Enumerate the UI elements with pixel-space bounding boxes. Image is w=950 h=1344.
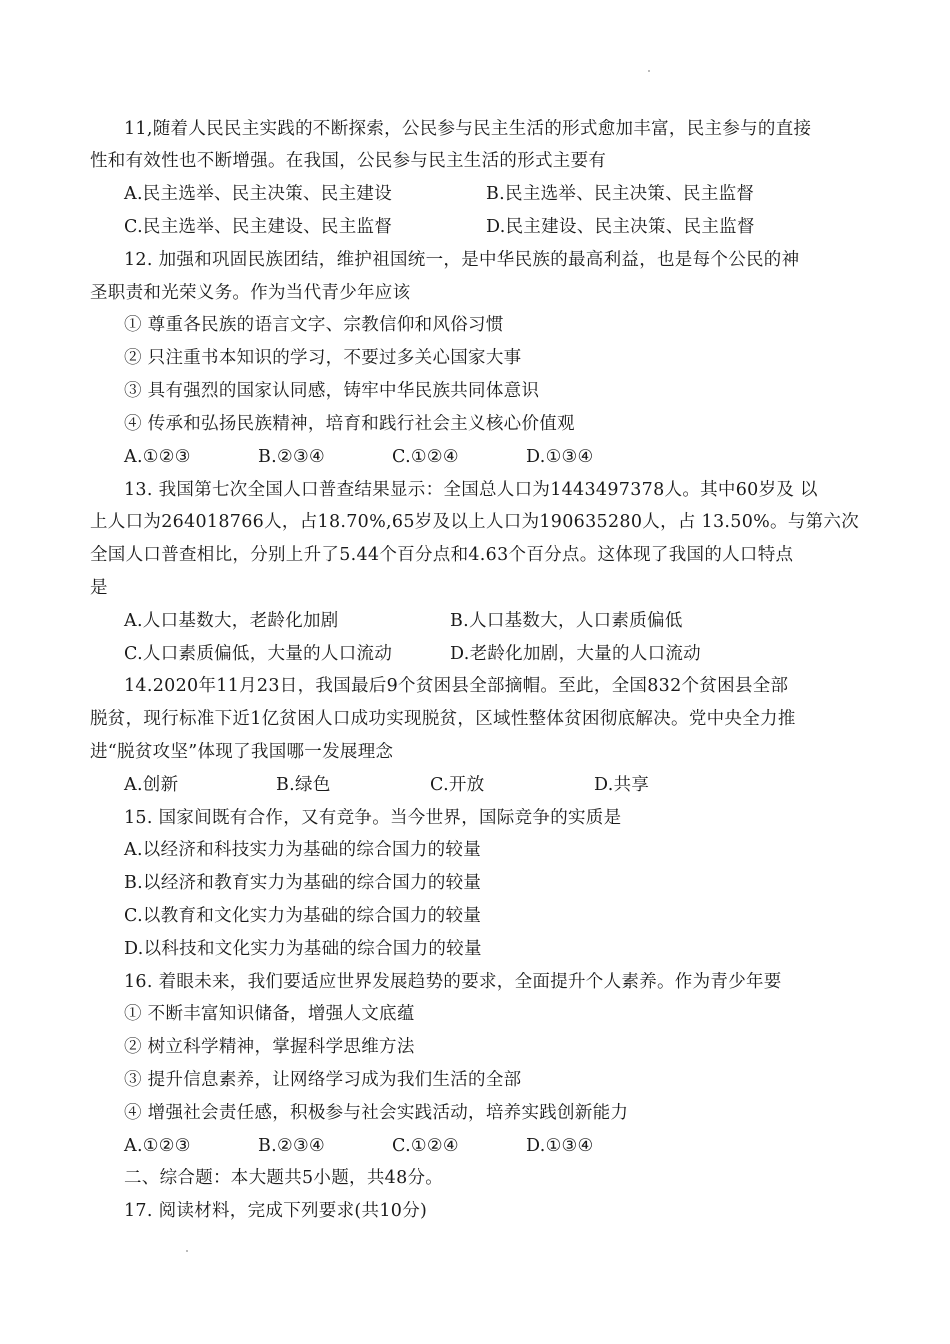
q13-option-a: A.人口基数大，老龄化加剧 [124,611,339,631]
q12-stem-line1: 12. 加强和巩固民族团结，维护祖国统一，是中华民族的最高利益，也是每个公民的神 [124,250,800,270]
q16-option-d: D.①③④ [526,1136,594,1156]
q12-option-a: A.①②③ [124,447,191,467]
q17-stem: 17. 阅读材料，完成下列要求(共10分) [124,1201,428,1221]
q14-option-b: B.绿色 [276,775,331,795]
section-two-heading: 二、综合题：本大题共5小题，共48分。 [124,1168,444,1188]
q13-option-c: C.人口素质偏低，大量的人口流动 [124,644,393,664]
q14-stem-line3: 进“脱贫攻坚”体现了我国哪一发展理念 [90,742,394,762]
q13-stem-line1: 13. 我国第七次全国人口普查结果显示：全国总人口为1443497378人。其中60岁及 以 [124,480,818,500]
q11-option-c: C.民主选举、民主建设、民主监督 [124,217,393,237]
q11-option-a: A.民主选举、民主决策、民主建设 [124,184,392,204]
q13-option-b: B.人口基数大，人口素质偏低 [450,611,683,631]
q16-option-c: C.①②④ [392,1136,459,1156]
q12-statement-3: ③ 具有强烈的国家认同感，铸牢中华民族共同体意识 [124,381,540,401]
q16-option-b: B.②③④ [258,1136,325,1156]
q15-option-a: A.以经济和科技实力为基础的综合国力的较量 [124,840,481,860]
q16-statement-2: ② 树立科学精神，掌握科学思维方法 [124,1037,415,1057]
q12-stem-line2: 圣职责和光荣义务。作为当代青少年应该 [90,283,411,303]
q16-stem: 16. 着眼未来，我们要适应世界发展趋势的要求，全面提升个人素养。作为青少年要 [124,972,782,992]
q15-stem: 15. 国家间既有合作，又有竞争。当今世界，国际竞争的实质是 [124,808,622,828]
q11-option-b: B.民主选举、民主决策、民主监督 [486,184,755,204]
q12-statement-4: ④ 传承和弘扬民族精神，培育和践行社会主义核心价值观 [124,414,575,434]
q14-option-a: A.创新 [124,775,179,795]
q14-option-c: C.开放 [430,775,485,795]
q14-option-d: D.共享 [594,775,650,795]
q15-option-c: C.以教育和文化实力为基础的综合国力的较量 [124,906,482,926]
q16-statement-1: ① 不断丰富知识储备，增强人文底蕴 [124,1004,415,1024]
q12-statement-1: ① 尊重各民族的语言文字、宗教信仰和风俗习惯 [124,315,504,335]
q13-stem-line2: 上人口为264018766人，占18.70%,65岁及以上人口为190635280人，占 13.50%。与第六次 [90,512,860,532]
q15-option-b: B.以经济和教育实力为基础的综合国力的较量 [124,873,482,893]
q12-option-d: D.①③④ [526,447,594,467]
q14-stem-line2: 脱贫，现行标准下近1亿贫困人口成功实现脱贫，区域性整体贫困彻底解决。党中央全力推 [90,709,796,729]
scan-speck [186,1250,188,1252]
q13-stem-line4: 是 [90,578,108,598]
q16-statement-3: ③ 提升信息素养，让网络学习成为我们生活的全部 [124,1070,522,1090]
q16-option-a: A.①②③ [124,1136,191,1156]
scan-speck [648,70,650,72]
q12-option-c: C.①②④ [392,447,459,467]
q16-statement-4: ④ 增强社会责任感，积极参与社会实践活动，培养实践创新能力 [124,1103,629,1123]
q13-stem-line3: 全国人口普查相比，分别上升了5.44个百分点和4.63个百分点。这体现了我国的人口特点 [90,545,794,565]
q11-stem-line2: 性和有效性也不断增强。在我国，公民参与民主生活的形式主要有 [90,151,607,171]
q11-option-d: D.民主建设、民主决策、民主监督 [486,217,755,237]
q11-stem-line1: 11,随着人民民主实践的不断探索，公民参与民主生活的形式愈加丰富，民主参与的直接 [124,119,812,139]
q12-option-b: B.②③④ [258,447,325,467]
q15-option-d: D.以科技和文化实力为基础的综合国力的较量 [124,939,482,959]
q12-statement-2: ② 只注重书本知识的学习，不要过多关心国家大事 [124,348,522,368]
q13-option-d: D.老龄化加剧，大量的人口流动 [450,644,701,664]
q14-stem-line1: 14.2020年11月23日，我国最后9个贫困县全部摘帽。至此，全国832个贫困县全部 [124,676,789,696]
